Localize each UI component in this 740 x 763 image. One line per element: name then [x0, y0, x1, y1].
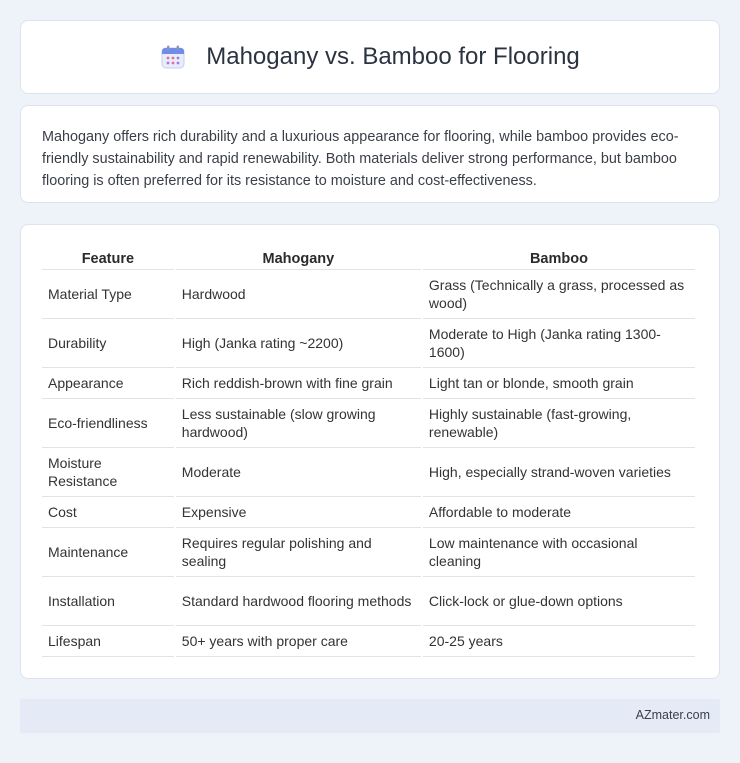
- table-cell-bamboo: Highly sustainable (fast-growing, renewable): [423, 399, 695, 448]
- calendar-icon: [160, 44, 186, 70]
- table-cell-feature: Cost: [42, 497, 174, 528]
- table-cell-mahogany: Hardwood: [176, 270, 421, 319]
- footer-bar: [20, 699, 720, 733]
- table-row: [42, 626, 695, 657]
- intro-text: Mahogany offers rich durability and a luxurious appearance for flooring, while bamboo provides eco-friendly sustainability and rapid renewability. Both materials deliver strong performance, but bamboo flooring is often preferred for its resistance to moisture and cost-effectiveness.: [42, 129, 679, 189]
- table-cell-mahogany: Rich reddish-brown with fine grain: [176, 368, 421, 399]
- table-cell-mahogany: High (Janka rating ~2200): [176, 319, 421, 368]
- table-row: [42, 368, 695, 399]
- table-cell-bamboo: Affordable to moderate: [423, 497, 695, 528]
- table-cell-mahogany: Moderate: [176, 448, 421, 497]
- table-cell-bamboo: Low maintenance with occasional cleaning: [423, 528, 695, 577]
- intro-card: [20, 105, 720, 203]
- column-header-bamboo: Bamboo: [423, 245, 695, 270]
- comparison-table-card: [20, 224, 720, 679]
- table-cell-mahogany: Requires regular polishing and sealing: [176, 528, 421, 577]
- table-cell-bamboo: Light tan or blonde, smooth grain: [423, 368, 695, 399]
- table-cell-mahogany: Standard hardwood flooring methods: [176, 577, 421, 626]
- table-row: [42, 577, 695, 626]
- table-cell-feature: Material Type: [42, 270, 174, 319]
- table-cell-feature: Durability: [42, 319, 174, 368]
- table-cell-feature: Eco-friendliness: [42, 399, 174, 448]
- column-header-feature: Feature: [42, 245, 174, 270]
- table-cell-mahogany: Less sustainable (slow growing hardwood): [176, 399, 421, 448]
- header-card: [20, 20, 720, 94]
- table-cell-feature: Installation: [42, 577, 174, 626]
- comparison-table: [40, 245, 697, 657]
- column-header-mahogany: Mahogany: [176, 245, 421, 270]
- table-cell-feature: Maintenance: [42, 528, 174, 577]
- table-cell-bamboo: 20-25 years: [423, 626, 695, 657]
- table-row: [42, 399, 695, 448]
- table-cell-bamboo: Grass (Technically a grass, processed as wood): [423, 270, 695, 319]
- table-row: [42, 448, 695, 497]
- page-title: Mahogany vs. Bamboo for Flooring: [206, 43, 580, 70]
- table-header-row: [42, 245, 695, 270]
- table-cell-feature: Moisture Resistance: [42, 448, 174, 497]
- table-row: [42, 319, 695, 368]
- table-cell-bamboo: Click-lock or glue-down options: [423, 577, 695, 626]
- table-cell-feature: Appearance: [42, 368, 174, 399]
- table-row: [42, 528, 695, 577]
- table-cell-feature: Lifespan: [42, 626, 174, 657]
- table-cell-bamboo: Moderate to High (Janka rating 1300-1600): [423, 319, 695, 368]
- table-row: [42, 270, 695, 319]
- table-row: [42, 497, 695, 528]
- footer-brand-link[interactable]: AZmater.com: [635, 708, 710, 722]
- table-cell-mahogany: Expensive: [176, 497, 421, 528]
- table-cell-mahogany: 50+ years with proper care: [176, 626, 421, 657]
- table-cell-bamboo: High, especially strand-woven varieties: [423, 448, 695, 497]
